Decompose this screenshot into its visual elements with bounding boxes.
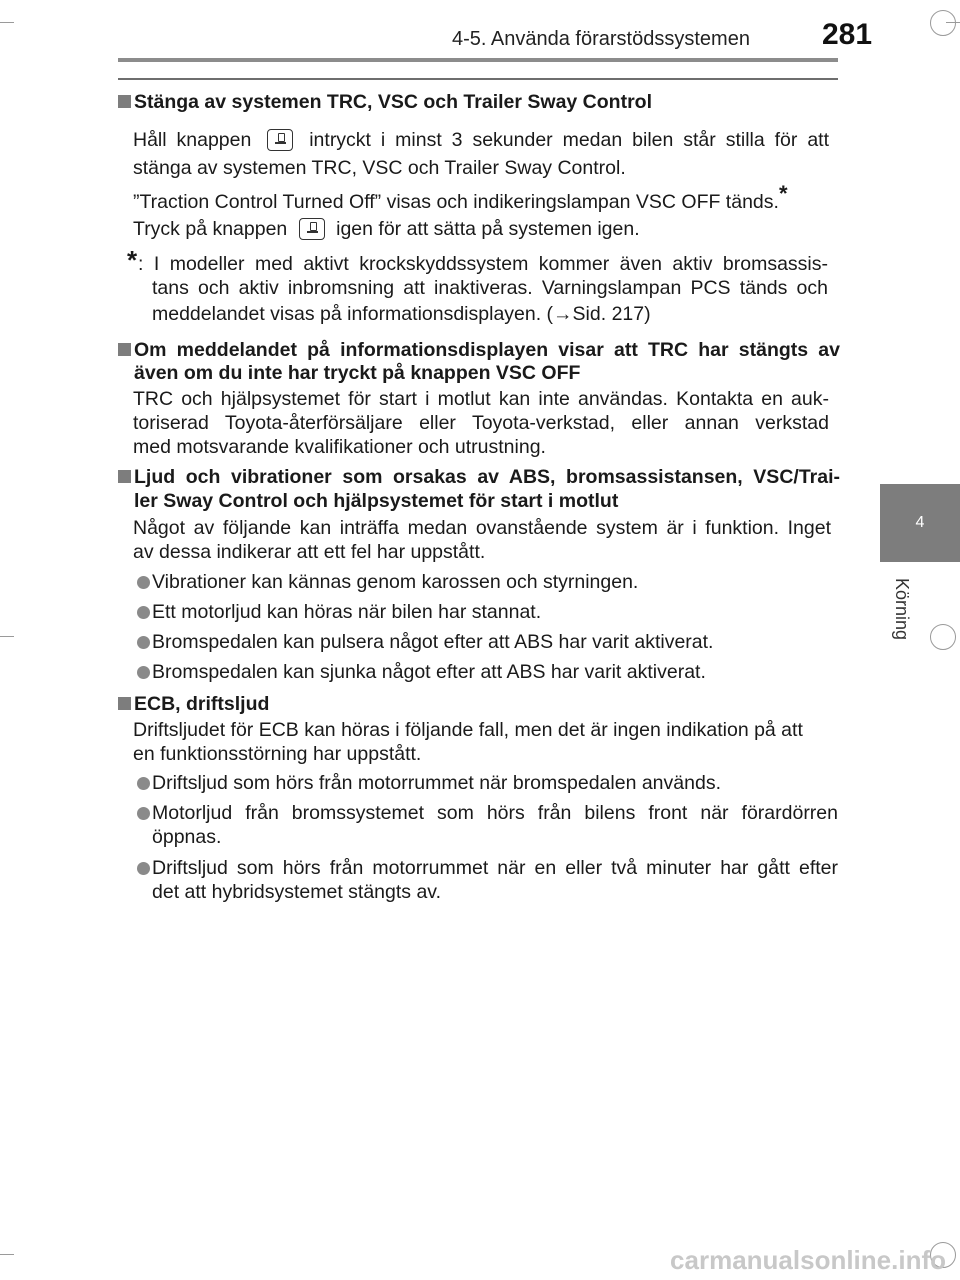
chapter-tab [880,484,960,562]
list-item: Driftsljud som hörs från motorrummet när bromspedalen används. [152,772,721,794]
list-item: Ett motorljud kan höras när bilen har stannat. [152,601,542,623]
crop-mark [930,10,956,36]
section-rule [118,78,838,80]
section-heading: även om du inte har tryckt på knappen VSC OFF [134,362,581,384]
watermark: carmanualsonline.info [670,1245,946,1275]
page-number: 281 [822,18,873,51]
footnote-star: * [127,245,138,275]
chapter-label: Körning [892,578,912,641]
section-heading: Stänga av systemen TRC, VSC och Trailer Sway Control [134,91,652,113]
section-heading: Ljud och vibrationer som orsakas av ABS, bromsassistansen, VSC/Trai- [134,466,840,488]
list-item: Bromspedalen kan sjunka något efter att ABS har varit aktiverat. [152,661,706,683]
paragraph-line: Något av följande kan inträffa medan ovanstående system är i funktion. Inget [133,517,831,539]
paragraph-line: toriserad Toyota-återförsäljare eller Toyota-verkstad, eller annan verkstad [133,412,829,434]
paragraph-line: Tryck på knappen igen för att sätta på systemen igen. [133,218,640,240]
paragraph-line: med motsvarande kvalifikationer och utrustning. [133,436,546,458]
list-item: Driftsljud som hörs från motorrummet när en eller två minuter har gått efter [152,857,838,879]
chapter-number: 4 [915,514,925,531]
square-bullet-icon [118,343,131,356]
list-item: Vibrationer kan kännas genom karossen och styrningen. [152,571,639,593]
header-rule [118,58,838,62]
square-bullet-icon [118,95,131,108]
round-bullet-icon [137,576,150,589]
square-bullet-icon [118,697,131,710]
paragraph-line: av dessa indikerar att ett fel har uppstått. [133,541,486,563]
vsc-off-button-icon [299,218,325,240]
paragraph-line: en funktionsstörning har uppstått. [133,743,422,765]
round-bullet-icon [137,777,150,790]
crop-mark [930,624,956,650]
crop-mark [0,636,14,637]
footnote-line: : I modeller med aktivt krockskyddssystem kommer även aktiv bromsassis- [138,253,828,275]
footnote-star: * [778,181,788,206]
list-item: Motorljud från bromssystemet som hörs från bilens front när förardörren [152,802,838,824]
section-heading: Om meddelandet på informationsdisplayen visar att TRC har stängts av [134,339,840,361]
crop-mark [0,1254,14,1255]
square-bullet-icon [118,470,131,483]
section-heading: ler Sway Control och hjälpsystemet för start i motlut [134,490,619,512]
list-item: det att hybridsystemet stängts av. [152,881,442,903]
paragraph-line: stänga av systemen TRC, VSC och Trailer Sway Control. [133,157,626,179]
paragraph-line: Håll knappen intryckt i minst 3 sekunder medan bilen står stilla för att [133,129,829,151]
vsc-off-button-icon [267,129,293,151]
round-bullet-icon [137,636,150,649]
round-bullet-icon [137,807,150,820]
footnote-line: meddelandet visas på informationsdisplayen. (→Sid. 217) [152,303,651,325]
section-title: 4-5. Använda förarstödssystemen [452,28,750,50]
footnote-line: tans och aktiv inbromsning att inaktiveras. Varningslampan PCS tänds och [152,277,828,299]
paragraph-line: ”Traction Control Turned Off” visas och indikeringslampan VSC OFF tänds.* [133,181,788,213]
round-bullet-icon [137,606,150,619]
round-bullet-icon [137,666,150,679]
paragraph-line: Driftsljudet för ECB kan höras i följande fall, men det är ingen indikation på att [133,719,803,741]
round-bullet-icon [137,862,150,875]
list-item: Bromspedalen kan pulsera något efter att ABS har varit aktiverat. [152,631,714,653]
section-heading: ECB, driftsljud [134,693,270,715]
paragraph-line: TRC och hjälpsystemet för start i motlut kan inte användas. Kontakta en auk- [133,388,829,410]
crop-mark [0,22,14,23]
list-item: öppnas. [152,826,222,848]
